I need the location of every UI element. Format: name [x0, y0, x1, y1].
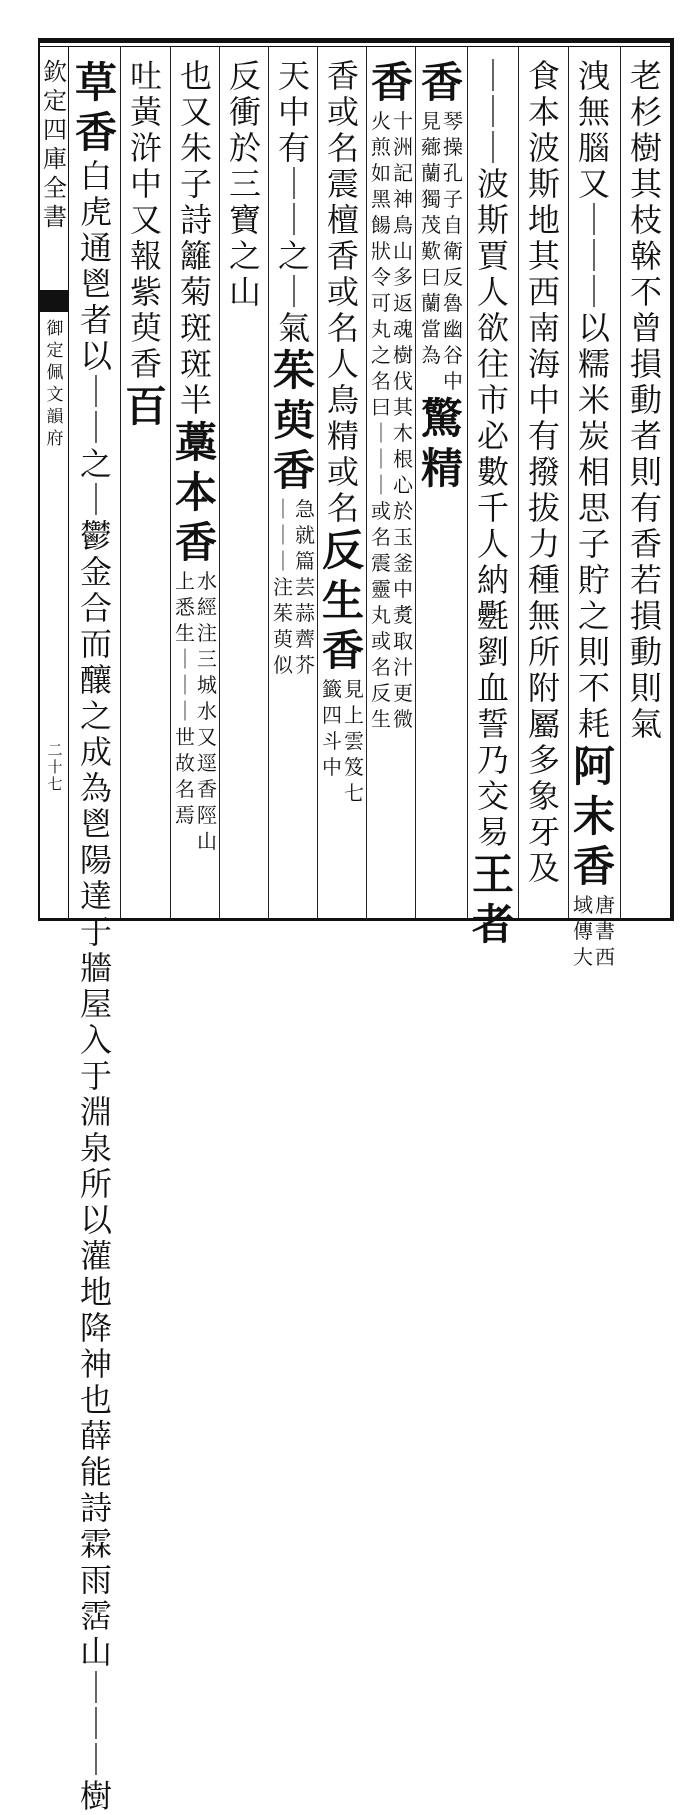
column-rule	[620, 47, 621, 918]
text-column-2: 洩 無 腦 又 ｜ ｜ ｜ 以 糯 米 炭 相 思 子 貯 之 則 不 耗 阿 末 香 唐 書 西 域 傳 大	[572, 57, 615, 969]
frame-top-rule	[38, 38, 672, 43]
column-rule	[170, 47, 171, 918]
text-column-8: 天 中 有 ｜ ｜ 之 ｜ 氣 茱 萸 香 急 就 篇 芸 蒜 薺 芥 ｜ ｜ ｜ 注 茱 萸 似	[272, 57, 315, 677]
frame-top-inner-rule	[38, 46, 672, 47]
margin-page-number: 二 十 七	[47, 741, 63, 793]
margin-book-title: 欽 定 四 庫 全 書	[43, 58, 67, 231]
text-column-10: 也 又 朱 子 詩 籬 菊 斑 斑 半 藁 本 香 水 經 注 三 城 水 又 逕 香 陘 山 上 悉 生 ｜ ｜ ｜ 世 故 名 焉	[174, 57, 217, 853]
column-rule	[568, 47, 569, 918]
column-rule	[518, 47, 519, 918]
column-rule	[120, 47, 121, 918]
text-column-6: 香 十 洲 記 神 鳥 山 多 返 魂 樹 伐 其 木 根 心 於 玉 釜 中 煑 取 汁 更 微 火 煎 如 黑 餳 狀 令 可 丸 之 名 曰 ｜ ｜ ｜ 或 名 震 靈 丸 或 名 反 生	[370, 58, 413, 731]
text-column-7: 香 或 名 震 檀 香 或 名 人 鳥 精 或 名 反 生 香 見 上 雲 笈 七 籤 四 斗 中	[321, 57, 364, 805]
frame-right-rule	[670, 38, 674, 921]
text-column-3: 食 本 波 斯 地 其 西 南 海 中 有 撥 拔 力 種 無 所 附 屬 多 象 牙 及	[527, 57, 560, 887]
text-column-1: 老 杉 樹 其 枝 榦 不 曾 損 動 者 則 有 香 若 損 動 則 氣	[629, 57, 662, 743]
margin-sub-title: 御 定 佩 文 韻 府	[46, 319, 64, 449]
text-column-5: 香 琴 操 孔 子 自 衛 反 魯 幽 谷 中 見 薌 蘭 獨 茂 歎 曰 蘭 當 為 驚 精	[420, 58, 463, 493]
text-column-9: 反 衝 於 三 寶 之 山	[228, 57, 261, 311]
text-column-12: 草 香 白 虎 通 鬯 者 以 ｜ ｜ 之 ｜ 鬱 金 合 而 釀 之 成 為 鬯 陽 達 于 牆 屋 入 于 淵 泉 所 以 灌 地 降 神 也 薛 能 詩 霖 雨 霑 山 ｜ ｜ ｜ 樹	[74, 58, 117, 1815]
margin-black-fishtail	[40, 290, 68, 312]
text-column-11: 吐 黃 浒 中 又 報 紫 萸 香 百	[124, 57, 167, 431]
column-rule	[467, 47, 468, 918]
text-column-4: ｜ ｜ ｜ 波 斯 賈 人 欲 往 市 必 數 千 人 納 氎 劉 血 誓 乃 交 易 王 者	[471, 57, 514, 949]
